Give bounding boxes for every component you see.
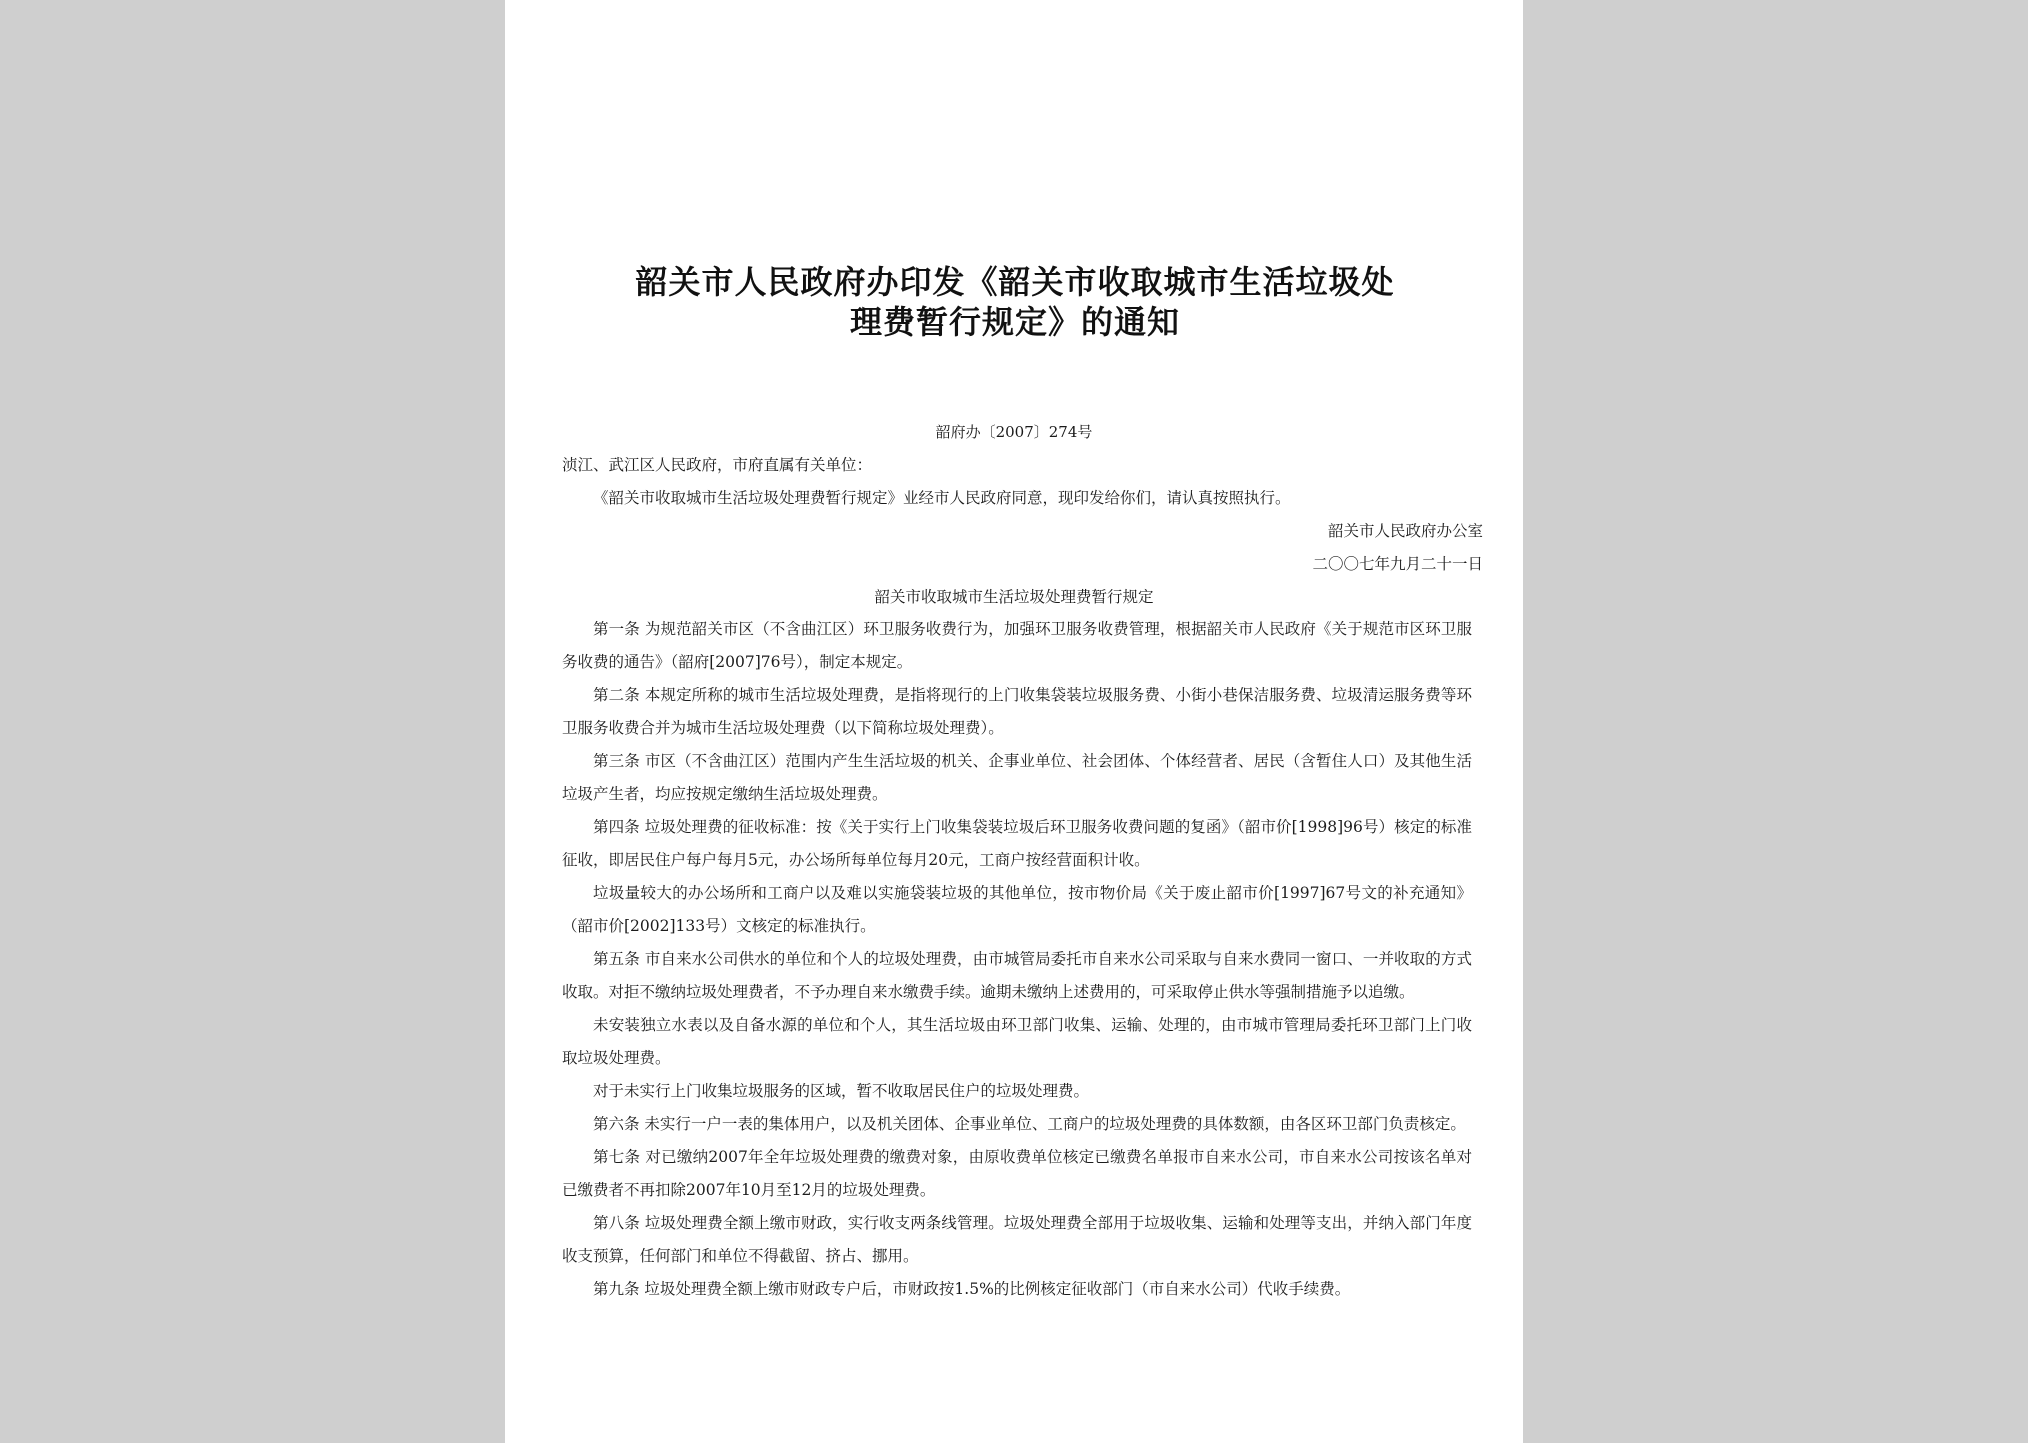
title-line-2: 理费暂行规定》的通知 <box>849 303 1180 341</box>
regulation-title: 韶关市收取城市生活垃圾处理费暂行规定 <box>874 588 1154 606</box>
paragraph: 第一条 为规范韶关市区（不含曲江区）环卫服务收费行为，加强环卫服务收费管理，根据韶关市人民政府《关于规范市区环卫服务收费的通告》（韶府[2007]76号），制定本规定。 <box>562 620 1472 671</box>
paragraph: 第四条 垃圾处理费的征收标准：按《关于实行上门收集袋装垃圾后环卫服务收费问题的复函》（韶市价[1998]96号）核定的标准征收，即居民住户每户每月5元，办公场所每单位每月20元，工商户按经营面积计收。 <box>562 818 1472 869</box>
title-line-1: 韶关市人民政府办印发《韶关市收取城市生活垃圾处 <box>635 263 1395 301</box>
paragraph: 垃圾量较大的办公场所和工商户以及难以实施袋装垃圾的其他单位，按市物价局《关于废止韶市价[1997]67号文的补充通知》（韶市价[2002]133号）文核定的标准执行。 <box>562 884 1472 935</box>
regulation-body <box>562 613 1472 1306</box>
intro-text: 《韶关市收取城市生活垃圾处理费暂行规定》业经市人民政府同意，现印发给你们，请认真按照执行。 <box>593 489 1291 507</box>
document-number: 韶府办〔2007〕274号 <box>935 423 1093 441</box>
document-title <box>565 262 1465 342</box>
paragraph: 未安装独立水表以及自备水源的单位和个人，其生活垃圾由环卫部门收集、运输、处理的，由市城市管理局委托环卫部门上门收取垃圾处理费。 <box>562 1016 1472 1067</box>
paragraph: 第七条 对已缴纳2007年全年垃圾处理费的缴费对象，由原收费单位核定已缴费名单报市自来水公司，市自来水公司按该名单对已缴费者不再扣除2007年10月至12月的垃圾处理费。 <box>562 1148 1472 1199</box>
issuer: 韶关市人民政府办公室 <box>1327 522 1483 540</box>
issue-date: 二〇〇七年九月二十一日 <box>1312 555 1483 573</box>
recipients: 浈江、武江区人民政府，市府直属有关单位： <box>562 456 873 474</box>
paragraph: 对于未实行上门收集垃圾服务的区域，暂不收取居民住户的垃圾处理费。 <box>593 1082 1090 1100</box>
paragraph: 第三条 市区（不含曲江区）范围内产生生活垃圾的机关、企事业单位、社会团体、个体经营者、居民（含暂住人口）及其他生活垃圾产生者，均应按规定缴纳生活垃圾处理费。 <box>562 752 1472 803</box>
paragraph: 第五条 市自来水公司供水的单位和个人的垃圾处理费，由市城管局委托市自来水公司采取与自来水费同一窗口、一并收取的方式收取。对拒不缴纳垃圾处理费者，不予办理自来水缴费手续。逾期未缴纳上述费用的，可采取停止供水等强制措施予以追缴。 <box>562 950 1472 1001</box>
paragraph: 第二条 本规定所称的城市生活垃圾处理费，是指将现行的上门收集袋装垃圾服务费、小街小巷保洁服务费、垃圾清运服务费等环卫服务收费合并为城市生活垃圾处理费（以下简称垃圾处理费）。 <box>562 686 1472 737</box>
document-page <box>505 0 1523 1443</box>
paragraph: 第九条 垃圾处理费全额上缴市财政专户后，市财政按1.5%的比例核定征收部门（市自来水公司）代收手续费。 <box>593 1280 1351 1298</box>
paragraph: 第八条 垃圾处理费全额上缴市财政，实行收支两条线管理。垃圾处理费全部用于垃圾收集、运输和处理等支出，并纳入部门年度收支预算，任何部门和单位不得截留、挤占、挪用。 <box>562 1214 1472 1265</box>
paragraph: 第六条 未实行一户一表的集体用户，以及机关团体、企事业单位、工商户的垃圾处理费的具体数额，由各区环卫部门负责核定。 <box>593 1115 1466 1133</box>
